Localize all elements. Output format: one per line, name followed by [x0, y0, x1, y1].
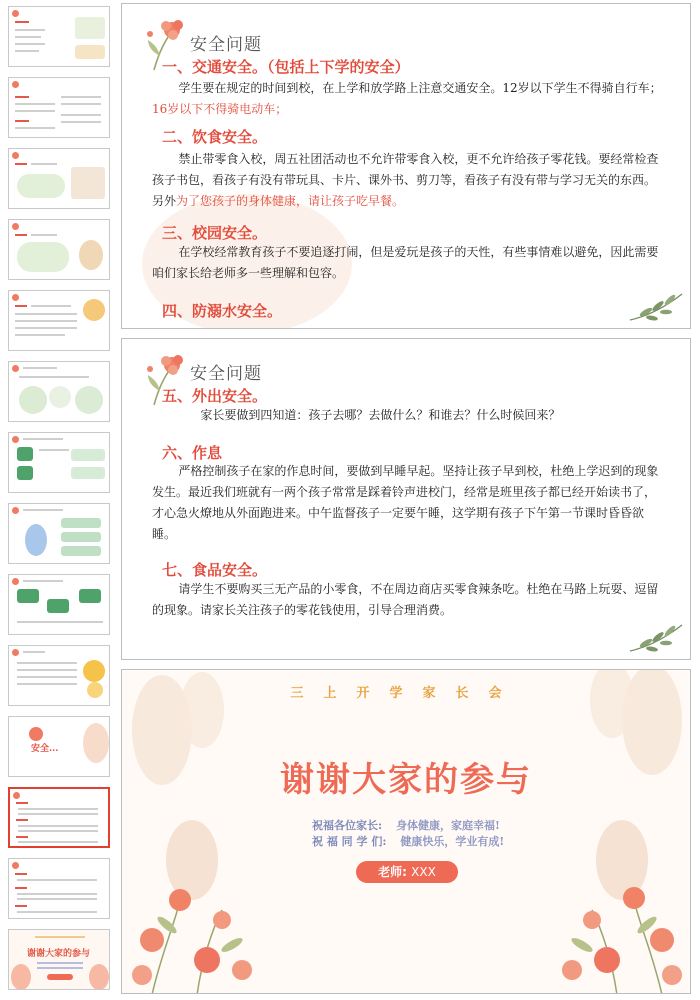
thumbnail-title: 谢谢大家的参与 — [27, 949, 91, 959]
slide-thumbnail-6[interactable] — [8, 361, 110, 422]
slide-thank-you[interactable] — [121, 669, 691, 994]
section-heading: 五、外出安全。 — [162, 387, 268, 405]
section-heading: 六、作息 — [162, 444, 223, 462]
section-heading: 七、食品安全。 — [162, 561, 268, 579]
slide-thumbnail-14[interactable] — [8, 929, 110, 990]
slide-thumbnail-11[interactable] — [8, 716, 110, 777]
section-text: 严格控制孩子在家的作息时间，要做到早睡早起。坚持让孩子早到校，杜绝上学迟到的现象发生。最近我们班就有一两个孩子常常是踩着铃声进校门，经常是班里孩子都已经开始读书了，才心急火燎地从外面跑进来。中午监督孩子一定要午睡，这学期有孩子下午第一节课时昏昏欲睡。 — [152, 464, 659, 541]
thank-you-title: 谢谢大家的参与 — [280, 760, 532, 800]
leaves-icon — [628, 290, 684, 324]
slide-thumbnail-13[interactable] — [8, 858, 110, 919]
section-heading: 二、饮食安全。 — [162, 128, 268, 146]
slide-safety-2[interactable] — [121, 338, 691, 660]
slide-safety-1[interactable] — [121, 3, 691, 329]
slide-thumbnail-9[interactable] — [8, 574, 110, 635]
event-name: 三上开学家长会 — [290, 686, 522, 701]
slide-thumbnail-10[interactable] — [8, 645, 110, 706]
slide-title: 安全问题 — [190, 35, 262, 55]
section-text: 在学校经常教育孩子不要追逐打闹，但是爱玩是孩子的天性，有些事情难以避免，因此需要咱们家长给老师多一些理解和包容。 — [152, 245, 659, 280]
section-text: 请学生不要购买三无产品的小零食，不在周边商店买零食辣条吃。杜绝在马路上玩耍、逗留的现象。请家长关注孩子的零花钱使用，引导合理消费。 — [152, 582, 659, 617]
section-heading: 一、交通安全。（包括上下学的安全） — [162, 58, 410, 76]
teacher-badge: 老师: XXX — [356, 861, 458, 883]
section-text: 家长要做到四知道：孩子去哪？去做什么？和谁去？什么时候回来？ — [200, 408, 561, 422]
slide-thumbnail-2[interactable] — [8, 77, 110, 138]
slide-title: 安全问题 — [190, 364, 262, 384]
highlight-text: 为了您孩子的身体健康，请让孩子吃早餐。 — [176, 194, 405, 208]
slide-thumbnail-1[interactable] — [8, 6, 110, 67]
section-text: 学生要在规定的时间到校，在上学和放学路上注意交通安全。12岁以下学生不得骑自行车；16岁以下不得骑电动车； — [152, 81, 662, 116]
wish-students: 祝 福 同 学 们: 健康快乐，学业有成! — [312, 835, 505, 848]
leaves-icon — [628, 621, 684, 655]
slide-thumbnail-8[interactable] — [8, 503, 110, 564]
section-text: 禁止带零食入校，周五社团活动也不允许带零食入校，更不允许给孩子零花钱。要经常检查孩子书包，看孩子有没有带玩具、卡片、课外书、剪刀等，看孩子有没有带与学习无关的东西。另外为了您孩子的身体健康，请让孩子吃早餐。 — [152, 152, 659, 208]
highlight-text: 16岁以下不得骑电动车； — [152, 102, 288, 116]
slide-thumbnail-12[interactable] — [8, 787, 110, 848]
flower-icon — [12, 10, 19, 17]
section-heading: 三、校园安全。 — [162, 224, 268, 242]
slide-thumbnail-5[interactable] — [8, 290, 110, 351]
slide-thumbnail-4[interactable] — [8, 219, 110, 280]
section-heading: 四、防溺水安全。 — [162, 302, 283, 320]
thumbnail-title: 安全... — [31, 744, 59, 754]
slide-thumbnail-7[interactable] — [8, 432, 110, 493]
wish-parents: 祝福各位家长: 身体健康，家庭幸福! — [312, 819, 500, 832]
slide-thumbnail-3[interactable] — [8, 148, 110, 209]
slide-thumbnail-panel — [0, 0, 118, 1000]
